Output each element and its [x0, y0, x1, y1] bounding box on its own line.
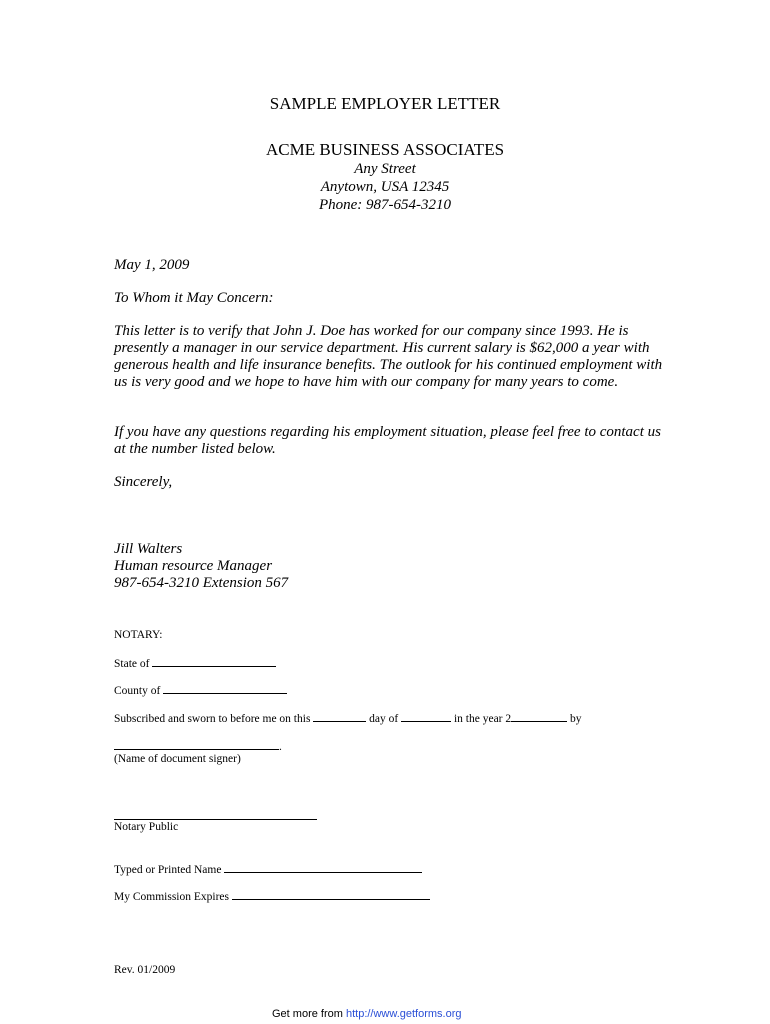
revision-label: Rev. 01/2009	[114, 964, 176, 976]
document-signer-period: .	[279, 741, 282, 753]
letter-closing: Sincerely,	[114, 474, 173, 490]
notary-signature-line	[114, 819, 317, 820]
document-title: SAMPLE EMPLOYER LETTER	[269, 94, 501, 113]
company-street: Any Street	[354, 161, 416, 177]
day-blank	[313, 711, 366, 722]
footer-link[interactable]: http://www.getforms.org	[345, 1008, 462, 1020]
commission-label: My Commission Expires	[114, 891, 230, 903]
signer-title: Human resource Manager	[114, 558, 273, 574]
document-signer-blank	[114, 739, 279, 750]
county-field	[114, 683, 287, 697]
subscribed-line	[114, 711, 582, 725]
state-field	[114, 656, 276, 670]
letter-paragraph-2: If you have any questions regarding his employment situation, please feel free to contact us at the number listed below.	[114, 424, 661, 457]
commission-blank	[232, 889, 430, 900]
company-name: ACME BUSINESS ASSOCIATES	[265, 140, 505, 159]
signer-name: Jill Walters	[114, 541, 183, 557]
footer-text: Get more from	[272, 1008, 343, 1020]
typed-name-field	[114, 862, 422, 876]
state-label: State of	[114, 658, 150, 670]
company-city: Anytown, USA 12345	[320, 179, 450, 195]
document-signer-line	[114, 739, 282, 753]
year-blank	[511, 711, 567, 722]
notary-heading: NOTARY:	[114, 629, 163, 641]
company-phone: Phone: 987-654-3210	[318, 197, 452, 213]
subscribed-text-1: Subscribed and sworn to before me on this	[114, 713, 311, 725]
typed-name-blank	[224, 862, 422, 873]
county-blank	[163, 683, 287, 694]
letter-date: May 1, 2009	[114, 257, 190, 273]
commission-field	[114, 889, 430, 903]
month-blank	[401, 711, 451, 722]
signer-phone: 987-654-3210 Extension 567	[114, 575, 289, 591]
subscribed-text-2: day of	[369, 713, 399, 725]
subscribed-text-3: in the year 2	[453, 713, 512, 725]
footer	[272, 1008, 462, 1020]
state-blank	[152, 656, 276, 667]
notary-public-label: Notary Public	[114, 821, 179, 833]
document-signer-caption: (Name of document signer)	[114, 753, 241, 765]
county-label: County of	[114, 685, 161, 697]
typed-name-label: Typed or Printed Name	[114, 864, 222, 876]
subscribed-text-4: by	[570, 713, 582, 725]
letter-paragraph-1: This letter is to verify that John J. Doe has worked for our company since 1993. He is presently a manager in our service department. His current salary is $62,000 a year with generous health and life insurance benefits. The outlook for his continued employment with us is very good and we hope to have him with our company for many years to come.	[114, 323, 663, 390]
letter-salutation: To Whom it May Concern:	[114, 290, 274, 306]
